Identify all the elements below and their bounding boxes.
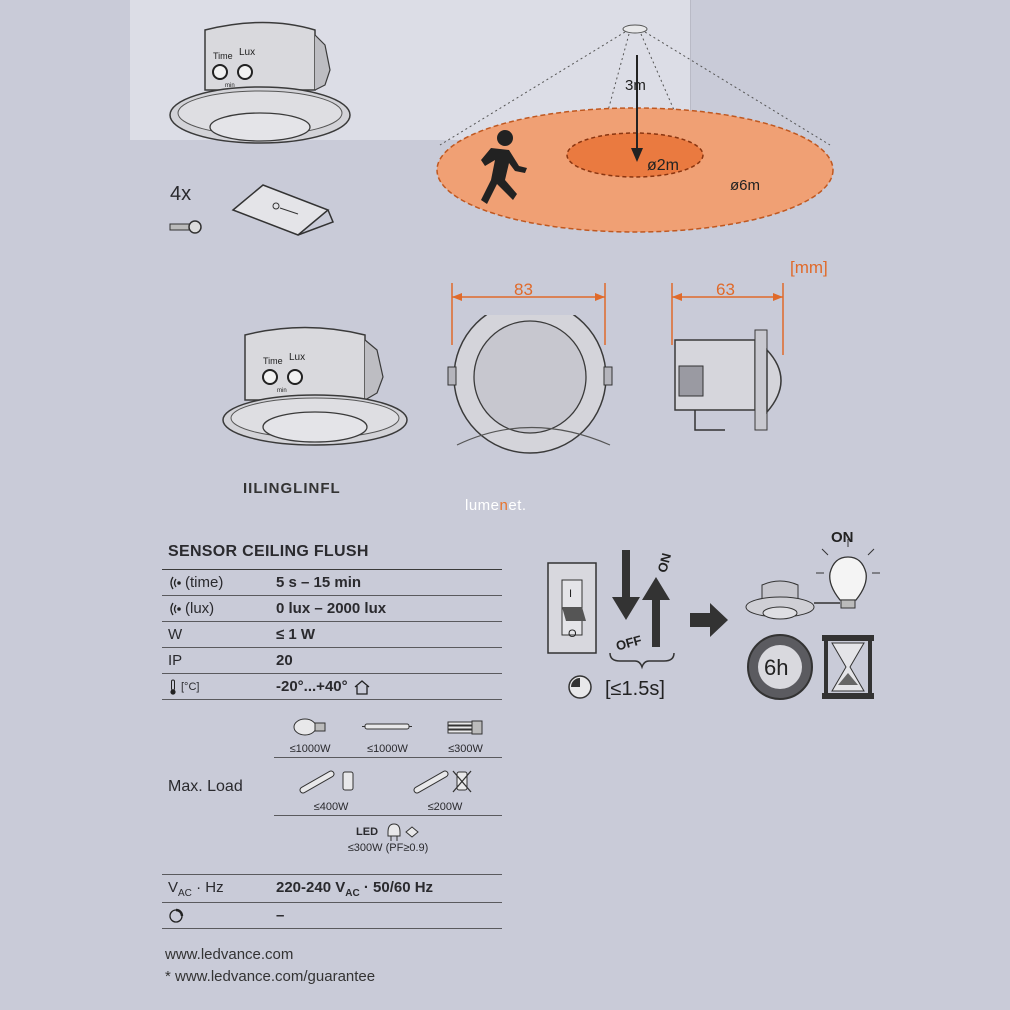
sensor-wave-icon [168,576,182,590]
side-dial-text: min [277,388,287,394]
site-url: www.ledvance.com [165,946,294,963]
wall-switch-icon [548,563,596,653]
timing-label: [≤1.5s] [605,678,665,700]
load-halogen [361,716,413,755]
load-fluorescent [299,768,363,813]
load-value-incandescent: ≤1000W [289,743,331,755]
load-value-fluorescent: ≤400W [313,801,349,813]
detection-height: 3m [625,77,646,94]
off-label: OFF [614,632,644,654]
dimension-width: 83 [514,280,533,299]
sensor-side-view [665,320,795,450]
spec-title: SENSOR CEILING FLUSH [162,525,502,570]
spec-value-power: ≤ 1 W [276,626,316,643]
brand-logo [465,497,527,514]
hourglass-icon [822,635,874,699]
halogen-tube-icon [361,716,413,738]
side-time-label: Time [263,356,283,366]
cfl-bulb-icon [444,716,486,738]
house-icon [353,679,371,695]
spec-value-lux: 0 lux – 2000 lux [276,600,387,617]
spec-label-power: W [168,626,183,643]
side-lux-label: Lux [289,352,306,363]
lamp-on-label: ON [831,529,854,546]
detection-inner-diameter: ø2m [647,157,679,174]
lamp-on-icon [816,539,880,608]
load-value-halogen: ≤1000W [367,743,408,755]
thermometer-icon [168,679,178,695]
mounting-clip-icon [228,180,338,240]
voltage-label: $V_{AC} \cdot Hz$ [168,878,224,899]
detection-outer-diameter: ø6m [730,177,760,194]
on-label: ON [654,551,675,575]
load-incandescent [290,716,331,755]
spec-label-temperature: [°C] [181,680,200,693]
sensor-front-view [445,315,620,465]
led-value: ≤300W (PF≥0.9) [347,842,429,854]
spec-row-max-load [162,700,502,875]
spec-row-ip [162,648,502,674]
spec-table [162,525,502,929]
brand-accent: n [499,497,509,514]
load-value-cfl: ≤300W [448,743,483,755]
voltage-value: 220-240 $V_{AC} \cdot 50/60$ Hz [276,878,434,899]
max-load-label: Max. Load [168,778,243,795]
load-cfl [444,716,486,755]
spec-value-temperature: -20°...+40° [276,678,348,695]
incandescent-bulb-icon [291,716,329,738]
led-label: LED [356,826,379,838]
spec-row-lux [162,596,502,622]
brand-prefix: lume [465,497,500,514]
sensor-small-icon [746,581,814,619]
top-dial-text: min [225,83,235,89]
load-row-led [274,816,502,874]
guarantee-url: * www.ledvance.com/guarantee [165,968,376,985]
load-row-1 [274,700,502,758]
top-time-label: Time [213,51,233,61]
fluorescent-tube-ecg-icon [413,768,477,796]
sensor-wave-icon [168,602,182,616]
spec-row-voltage [162,875,502,903]
spec-row-rotate [162,903,502,929]
fluorescent-tube-icon [299,768,363,796]
sensor-product-side-image [215,315,415,450]
spec-value-time: 5 s – 15 min [276,574,362,591]
sensor-product-top-image [165,15,365,145]
spec-row-power [162,622,502,648]
load-row-2 [274,758,502,816]
load-value-fluorescent-ecg: ≤200W [427,801,463,813]
detection-area-diagram [425,20,845,240]
rotate-value: – [276,907,285,924]
top-lux-label: Lux [239,47,256,58]
hold-time: 6h [764,655,789,680]
screw-count: 4x [170,183,192,205]
spec-value-ip: 20 [276,652,293,669]
screw-icon [168,218,202,236]
dimension-depth: 63 [716,280,735,299]
spec-label-time: (time) [185,574,224,591]
stamp-text: IILINGLINFL [243,480,341,497]
spec-label-lux: (lux) [185,600,215,617]
led-icon [384,822,420,842]
dimension-unit: [mm] [790,258,828,277]
switch-off-mark: O [568,628,577,640]
rotate-icon [168,908,184,924]
load-fluorescent-ecg [413,768,477,813]
switch-on-mark: I [569,588,573,600]
spec-row-time [162,570,502,596]
switch-operation-diagram [540,525,900,715]
brand-suffix: et. [508,497,527,514]
clock-icon [569,676,591,698]
spec-label-ip: IP [168,652,183,669]
spec-row-temperature [162,674,502,700]
